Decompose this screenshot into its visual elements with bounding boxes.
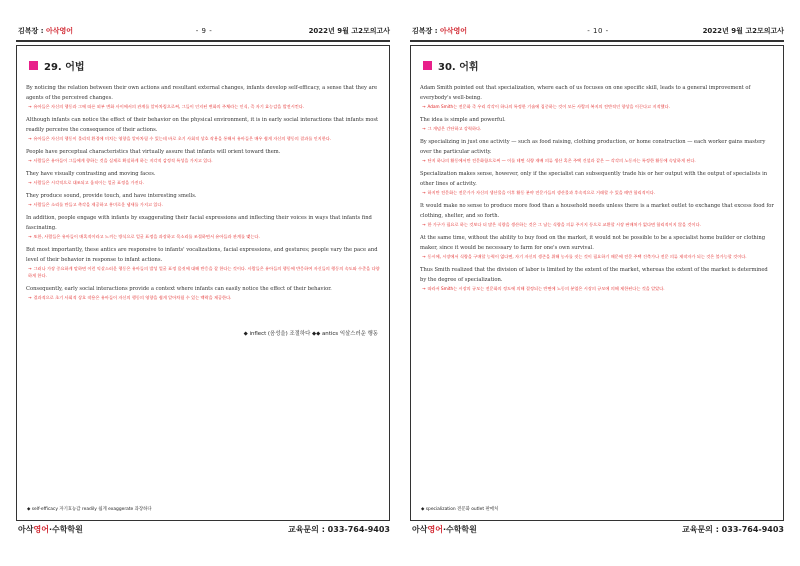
exam-title: 2022년 9월 고2모의고사 <box>308 27 390 35</box>
paragraph: People have perceptual characteristics that virtually assure that infants will orient toward them. → 사람들은 유아들이 그들에게 향하는 것을 실제로 확실하게 하는 지각적 감정적 특성을 가지고 있다. <box>26 149 281 163</box>
exam-title: 2022년 9월 고2모의고사 <box>702 27 784 35</box>
author-label: 김복장 : 아삭영어 <box>18 27 74 35</box>
contact-info: 교육문의 : 033-764-9403 <box>288 525 390 534</box>
paragraph: By noticing the relation between their own actions and resultant external changes, infants develop self-efficacy, a sense that they are agents of the perceived changes. → 유아들은 자신의 행동과 그에 따른 외부 변화 사이에서의 관계를 알아차림으로써, 그들이 인지된 변화의 주체라는 인식, 즉 자기 효능감을 발전시킨다. <box>26 85 378 109</box>
paragraph: Adam Smith pointed out that specialization, where each of us focuses on one specific skill, leads to a general improvement of everybody's well-being. → Adam Smith는 전문화 즉 우리 각각이 하나의 특정한 기술에 집중하는 것이 모든 사람의 복지의 전반적인 향상을 이끈다고 지적했다. <box>420 85 751 109</box>
paragraph: Although infants can notice the effect of their behavior on the physical environment, it is in early social interactions that infants most readily perceive the consequence of their actions. → 유아들은 자신의 행동이 물리적 환경에 미치는 영향을 알아차릴 수 있는데 바로 초기 사회적 상호 작용을 통해서 유아들은 매우 쉽게 자신의 행동의 결과를 인지한다. <box>26 117 379 141</box>
pink-square-icon <box>29 61 38 70</box>
page-header <box>412 22 784 40</box>
page-header <box>18 22 390 40</box>
page-number: - 9 - <box>195 27 213 35</box>
academy-name: 아삭영어·수학학원 <box>18 525 83 534</box>
paragraph: Thus Smith realized that the division of labor is limited by the extent of the market, whereas the extent of the market is determined by the degree of specialization. → 따라서 Smith는 시장의 규모는 전문화의 정도에 의해 결정되는 반면에 노동의 분업은 시장의 규모에 의해 제한된다는 것을 알았다. <box>420 267 768 291</box>
academy-name: 아삭영어·수학학원 <box>412 525 477 534</box>
section-title: 29. 어법 <box>29 58 380 73</box>
header-divider <box>16 40 390 42</box>
vocabulary-list: ◆ specialization 전문화 outlet 판매처 <box>421 507 499 512</box>
page-number: - 10 - <box>587 27 609 35</box>
paragraph: But most importantly, these antics are responsive to infants' vocalizations, facial expressions, and gestures; people vary the pace and level of their behavior in response to infant actions. → 그러나 가장 중요하게 말하면 이런 익살스러운 행동은 유아들의 발성 얼굴 표정 몸짓에 대해 반응을 잘 한다는 것이다. 사람들은 유아들의 행동에 반응하여 자신들의 행동의 속도와 수준을 다양하게 한다. <box>26 247 380 278</box>
page-footer <box>412 524 784 535</box>
exam-page-left <box>12 22 394 540</box>
vocabulary-list: ◆ self-efficacy 자기효능감 readily 쉽게 exaggerate 과장하다 <box>27 507 152 512</box>
pink-square-icon <box>423 61 432 70</box>
content-box <box>16 45 390 521</box>
paragraph: The idea is simple and powerful. → 그 개념은 간단하고 강력하다. <box>420 117 506 131</box>
author-label: 김복장 : 아삭영어 <box>412 27 468 35</box>
section-title: 30. 어휘 <box>423 58 774 73</box>
content-box <box>410 45 784 521</box>
paragraph: Consequently, early social interactions provide a context where infants can easily notice the effect of their behavior. → 결과적으로 초기 사회적 상호 작용은 유아들이 자신의 행동의 영향을 쉽게 알아차릴 수 있는 맥락을 제공한다. <box>26 286 332 300</box>
paragraph: They have visually contrasting and moving faces. → 사람들은 시각적으로 대조되고 움직이는 얼굴 표정을 가진다. <box>26 171 156 185</box>
header-divider <box>410 40 784 42</box>
contact-info: 교육문의 : 033-764-9403 <box>682 525 784 534</box>
page-footer <box>18 524 390 535</box>
footnote: ◆ inflect (음성을) 조절하다 ◆◆ antics 익살스러운 행동 <box>243 331 378 337</box>
paragraph: They produce sound, provide touch, and have interesting smells. → 사람들은 소리를 만들고 촉각을 제공하고 흥미로운 냄새를 가지고 있다. <box>26 193 197 207</box>
paragraph: It would make no sense to produce more food than a household needs unless there is a market outlet to exchange that excess food for clothing, shelter, and so forth. → 한 가구가 필요로 하는 것보다 더 많은 식량을 생산하는 것은 그 남는 식량을 의류 주거지 등으로 교환할 시장 판매처가 없다면 합리적이지 않을 것이다. <box>420 203 774 227</box>
paragraph: In addition, people engage with infants by exaggerating their facial expressions and inflecting their voices in ways that infants find fascinating. → 또한, 사람들은 유아들이 매혹적이라고 느끼는 방식으로 얼굴 표정을 과장하고 목소리를 조절하면서 유아들과 관계를 맺는다. <box>26 215 372 239</box>
paragraph: By specializing in just one activity — such as food raising, clothing production, or home construction — each worker gains mastery over the particular activity. → 단지 하나의 활동에서만 전문화함으로써 — 이를 테면 식량 재배 의류 생산 혹은 주택 건설과 같은 — 각각의 노동자는 특정한 활동에 숙달하게 된다. <box>420 139 766 163</box>
paragraph: Specialization makes sense, however, only if the specialist can subsequently trade his or her output with the output of specialists in other lines of activity. → 하지만 전문화는 전문가가 자신의 생산물을 이후 활동 분야 전문가들의 생산물과 후속적으로 거래할 수 있을 때만 합리적이다. <box>420 171 768 195</box>
exam-page-right <box>406 22 788 540</box>
paragraph: At the same time, without the ability to buy food on the market, it would not be possible to be a specialist home builder or clothing maker, since it would be necessary to farm for one's own survival. → 동시에, 시장에서 식량을 구매할 능력이 없다면, 자기 자신의 생존을 위해 농사를 짓는 것이 필요하기 때문에 전문 주택 건축가나 전문 의류 제작자가 되는 것은 불가능할 것이다. <box>420 235 766 259</box>
